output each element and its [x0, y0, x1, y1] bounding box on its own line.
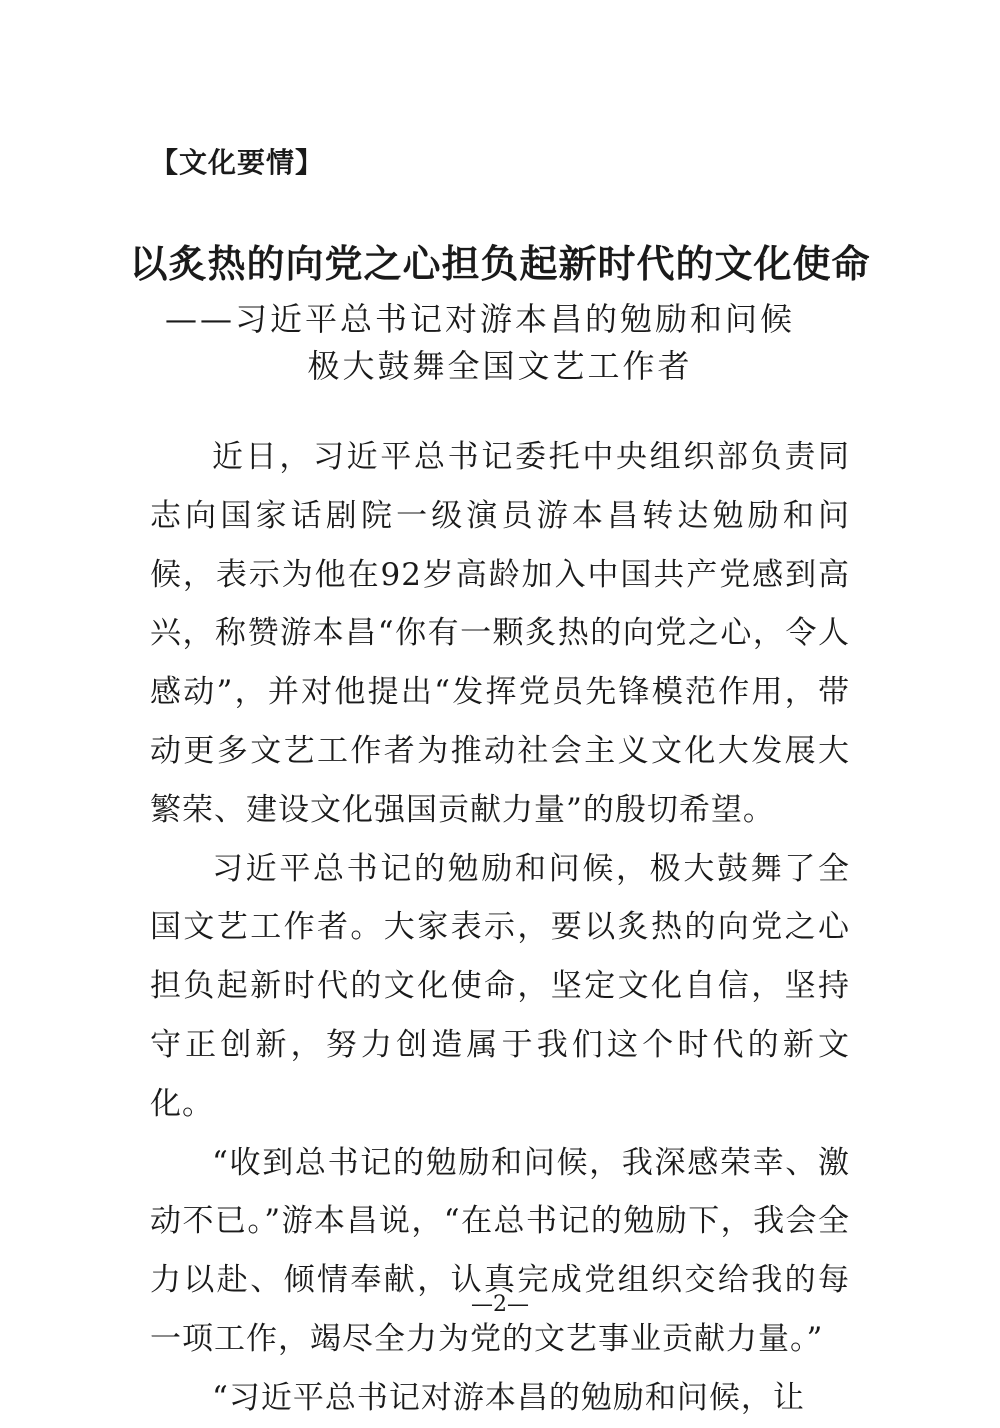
paragraph-3: “收到总书记的勉励和问候，我深感荣幸、激动不已。”游本昌说，“在总书记的勉励下，我会全力以赴、倾情奉献，认真完成党组织交给我的每一项工作，竭尽全力为党的文艺事业贡献力量。”	[150, 1144, 850, 1357]
paragraph-1: 近日，习近平总书记委托中央组织部负责同志向国家话剧院一级演员游本昌转达勉励和问候，表示为他在92岁高龄加入中国共产党感到高兴，称赞游本昌“你有一颗炙热的向党之心，令人感动”，并对他提出“发挥党员先锋模范作用，带动更多文艺工作者为推动社会主义文化大发展大繁荣、建设文化强国贡献力量”的殷切希望。	[150, 439, 850, 828]
article-title: 以炙热的向党之心担负起新时代的文化使命	[129, 242, 871, 286]
article-subtitle-line-1: ——习近平总书记对游本昌的勉励和问候	[164, 300, 795, 338]
paragraph-2: 习近平总书记的勉励和问候，极大鼓舞了全国文艺工作者。大家表示，要以炙热的向党之心担负起新时代的文化使命，坚定文化自信，坚持守正创新，努力创造属于我们这个时代的新文化。	[150, 850, 850, 1122]
section-tag: 【文化要情】	[150, 146, 325, 179]
page-number: —2—	[471, 1292, 529, 1317]
article-body	[150, 428, 850, 1428]
paragraph-4: “习近平总书记对游本昌的勉励和问候，让	[212, 1379, 805, 1416]
article-subtitle-line-2: 极大鼓舞全国文艺工作者	[307, 347, 693, 385]
